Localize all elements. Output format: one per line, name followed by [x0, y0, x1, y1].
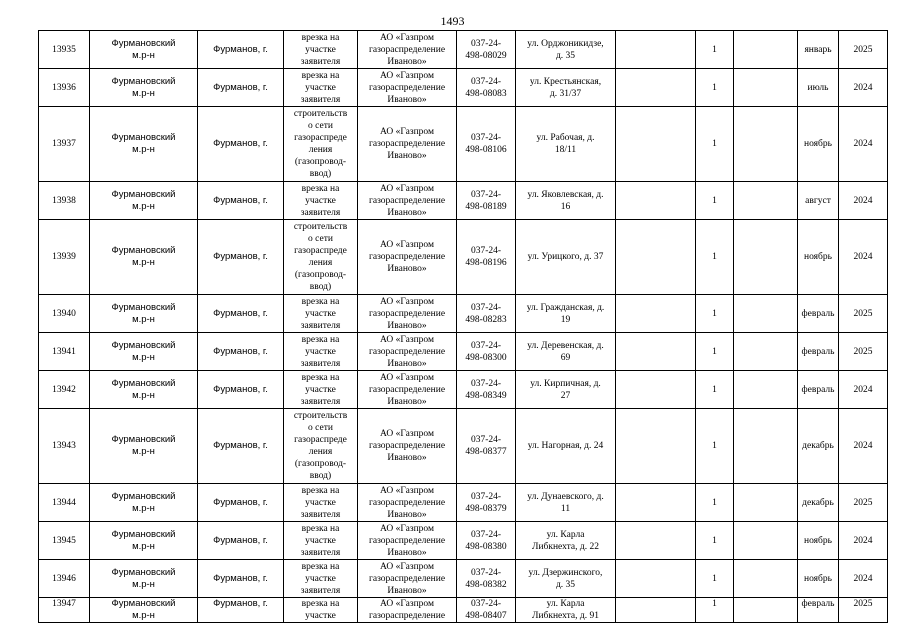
- town-cell: Фурманов, г.: [198, 371, 284, 409]
- quantity-cell: 1: [696, 107, 734, 182]
- code-cell: 037-24- 498-08377: [457, 409, 516, 484]
- quantity-cell: 1: [696, 220, 734, 295]
- empty-cell: [616, 107, 696, 182]
- empty-cell: [616, 598, 696, 623]
- empty-cell: [616, 333, 696, 371]
- empty-cell: [616, 220, 696, 295]
- town-cell: Фурманов, г.: [198, 220, 284, 295]
- empty-cell: [616, 295, 696, 333]
- empty-cell: [616, 522, 696, 560]
- quantity-cell: 1: [696, 560, 734, 598]
- empty-cell: [734, 409, 798, 484]
- month-cell: ноябрь: [798, 522, 839, 560]
- company-cell: АО «Газпром газораспределение: [358, 598, 457, 623]
- month-cell: январь: [798, 31, 839, 69]
- quantity-cell: 1: [696, 295, 734, 333]
- table-row: [39, 182, 888, 220]
- table-row: [39, 220, 888, 295]
- code-cell: 037-24- 498-08029: [457, 31, 516, 69]
- company-cell: АО «Газпром газораспределение Иваново»: [358, 31, 457, 69]
- empty-cell: [616, 409, 696, 484]
- year-cell: 2025: [839, 598, 888, 623]
- row-id: 13937: [39, 107, 90, 182]
- town-cell: Фурманов, г.: [198, 295, 284, 333]
- year-cell: 2025: [839, 31, 888, 69]
- quantity-cell: 1: [696, 598, 734, 623]
- year-cell: 2024: [839, 220, 888, 295]
- address-cell: ул. Крестьянская, д. 31/37: [516, 69, 616, 107]
- town-cell: Фурманов, г.: [198, 182, 284, 220]
- district-cell: Фурмановский м.р-н: [90, 295, 198, 333]
- table-row: [39, 107, 888, 182]
- registry-table: [38, 30, 888, 623]
- work-type-cell: строительств о сети газораспреде ления (газопровод- ввод): [284, 409, 358, 484]
- town-cell: Фурманов, г.: [198, 560, 284, 598]
- district-cell: Фурмановский м.р-н: [90, 522, 198, 560]
- work-type-cell: врезка на участке заявителя: [284, 371, 358, 409]
- year-cell: 2024: [839, 182, 888, 220]
- work-type-cell: врезка на участке заявителя: [284, 333, 358, 371]
- month-cell: ноябрь: [798, 107, 839, 182]
- table-row: [39, 560, 888, 598]
- empty-cell: [616, 182, 696, 220]
- work-type-cell: строительств о сети газораспреде ления (газопровод- ввод): [284, 107, 358, 182]
- row-id: 13940: [39, 295, 90, 333]
- district-cell: Фурмановский м.р-н: [90, 484, 198, 522]
- empty-cell: [734, 182, 798, 220]
- work-type-cell: врезка на участке заявителя: [284, 560, 358, 598]
- row-id: 13939: [39, 220, 90, 295]
- town-cell: Фурманов, г.: [198, 333, 284, 371]
- table-row: [39, 69, 888, 107]
- row-id: 13944: [39, 484, 90, 522]
- company-cell: АО «Газпром газораспределение Иваново»: [358, 220, 457, 295]
- quantity-cell: 1: [696, 69, 734, 107]
- month-cell: февраль: [798, 371, 839, 409]
- quantity-cell: 1: [696, 409, 734, 484]
- month-cell: ноябрь: [798, 220, 839, 295]
- table-row: [39, 333, 888, 371]
- quantity-cell: 1: [696, 31, 734, 69]
- address-cell: ул. Дзержинского, д. 35: [516, 560, 616, 598]
- town-cell: Фурманов, г.: [198, 598, 284, 623]
- district-cell: Фурмановский м.р-н: [90, 371, 198, 409]
- code-cell: 037-24- 498-08407: [457, 598, 516, 623]
- work-type-cell: врезка на участке заявителя: [284, 295, 358, 333]
- quantity-cell: 1: [696, 371, 734, 409]
- quantity-cell: 1: [696, 333, 734, 371]
- address-cell: ул. Урицкого, д. 37: [516, 220, 616, 295]
- month-cell: декабрь: [798, 409, 839, 484]
- district-cell: Фурмановский м.р-н: [90, 107, 198, 182]
- code-cell: 037-24- 498-08349: [457, 371, 516, 409]
- work-type-cell: врезка на участке заявителя: [284, 182, 358, 220]
- row-id: 13942: [39, 371, 90, 409]
- empty-cell: [734, 107, 798, 182]
- empty-cell: [734, 69, 798, 107]
- year-cell: 2024: [839, 522, 888, 560]
- town-cell: Фурманов, г.: [198, 484, 284, 522]
- district-cell: Фурмановский м.р-н: [90, 598, 198, 623]
- row-id: 13938: [39, 182, 90, 220]
- address-cell: ул. Гражданская, д. 19: [516, 295, 616, 333]
- page-number: 1493: [440, 14, 465, 28]
- month-cell: ноябрь: [798, 560, 839, 598]
- year-cell: 2025: [839, 295, 888, 333]
- company-cell: АО «Газпром газораспределение Иваново»: [358, 295, 457, 333]
- empty-cell: [734, 484, 798, 522]
- work-type-cell: строительств о сети газораспреде ления (газопровод- ввод): [284, 220, 358, 295]
- empty-cell: [734, 220, 798, 295]
- month-cell: февраль: [798, 598, 839, 623]
- work-type-cell: врезка на участке заявителя: [284, 484, 358, 522]
- district-cell: Фурмановский м.р-н: [90, 182, 198, 220]
- code-cell: 037-24- 498-08083: [457, 69, 516, 107]
- table-row: [39, 31, 888, 69]
- code-cell: 037-24- 498-08380: [457, 522, 516, 560]
- empty-cell: [734, 371, 798, 409]
- district-cell: Фурмановский м.р-н: [90, 333, 198, 371]
- year-cell: 2025: [839, 333, 888, 371]
- month-cell: июль: [798, 69, 839, 107]
- month-cell: август: [798, 182, 839, 220]
- company-cell: АО «Газпром газораспределение Иваново»: [358, 107, 457, 182]
- table-row: [39, 409, 888, 484]
- empty-cell: [616, 560, 696, 598]
- work-type-cell: врезка на участке заявителя: [284, 69, 358, 107]
- code-cell: 037-24- 498-08106: [457, 107, 516, 182]
- row-id: 13943: [39, 409, 90, 484]
- code-cell: 037-24- 498-08382: [457, 560, 516, 598]
- company-cell: АО «Газпром газораспределение Иваново»: [358, 333, 457, 371]
- address-cell: ул. Дунаевского, д. 11: [516, 484, 616, 522]
- empty-cell: [734, 333, 798, 371]
- month-cell: декабрь: [798, 484, 839, 522]
- town-cell: Фурманов, г.: [198, 69, 284, 107]
- district-cell: Фурмановский м.р-н: [90, 220, 198, 295]
- table-row: [39, 484, 888, 522]
- row-id: 13946: [39, 560, 90, 598]
- year-cell: 2024: [839, 371, 888, 409]
- empty-cell: [616, 371, 696, 409]
- year-cell: 2024: [839, 107, 888, 182]
- table-row: [39, 522, 888, 560]
- company-cell: АО «Газпром газораспределение Иваново»: [358, 69, 457, 107]
- empty-cell: [734, 598, 798, 623]
- empty-cell: [734, 560, 798, 598]
- row-id: 13935: [39, 31, 90, 69]
- empty-cell: [616, 484, 696, 522]
- empty-cell: [734, 31, 798, 69]
- work-type-cell: врезка на участке заявителя: [284, 522, 358, 560]
- table-row: [39, 295, 888, 333]
- row-id: 13945: [39, 522, 90, 560]
- empty-cell: [734, 522, 798, 560]
- month-cell: февраль: [798, 333, 839, 371]
- code-cell: 037-24- 498-08300: [457, 333, 516, 371]
- town-cell: Фурманов, г.: [198, 107, 284, 182]
- work-type-cell: врезка на участке заявителя: [284, 31, 358, 69]
- district-cell: Фурмановский м.р-н: [90, 31, 198, 69]
- year-cell: 2025: [839, 484, 888, 522]
- quantity-cell: 1: [696, 484, 734, 522]
- month-cell: февраль: [798, 295, 839, 333]
- company-cell: АО «Газпром газораспределение Иваново»: [358, 182, 457, 220]
- year-cell: 2024: [839, 69, 888, 107]
- company-cell: АО «Газпром газораспределение Иваново»: [358, 371, 457, 409]
- district-cell: Фурмановский м.р-н: [90, 69, 198, 107]
- table-row: [39, 598, 888, 623]
- code-cell: 037-24- 498-08189: [457, 182, 516, 220]
- address-cell: ул. Нагорная, д. 24: [516, 409, 616, 484]
- company-cell: АО «Газпром газораспределение Иваново»: [358, 484, 457, 522]
- town-cell: Фурманов, г.: [198, 31, 284, 69]
- address-cell: ул. Яковлевская, д. 16: [516, 182, 616, 220]
- address-cell: ул. Карла Либкнехта, д. 91: [516, 598, 616, 623]
- work-type-cell: врезка на участке: [284, 598, 358, 623]
- code-cell: 037-24- 498-08196: [457, 220, 516, 295]
- address-cell: ул. Кирпичная, д. 27: [516, 371, 616, 409]
- code-cell: 037-24- 498-08379: [457, 484, 516, 522]
- empty-cell: [734, 295, 798, 333]
- company-cell: АО «Газпром газораспределение Иваново»: [358, 409, 457, 484]
- address-cell: ул. Деревенская, д. 69: [516, 333, 616, 371]
- company-cell: АО «Газпром газораспределение Иваново»: [358, 522, 457, 560]
- district-cell: Фурмановский м.р-н: [90, 409, 198, 484]
- code-cell: 037-24- 498-08283: [457, 295, 516, 333]
- town-cell: Фурманов, г.: [198, 409, 284, 484]
- address-cell: ул. Рабочая, д. 18/11: [516, 107, 616, 182]
- empty-cell: [616, 69, 696, 107]
- company-cell: АО «Газпром газораспределение Иваново»: [358, 560, 457, 598]
- quantity-cell: 1: [696, 182, 734, 220]
- quantity-cell: 1: [696, 522, 734, 560]
- address-cell: ул. Карла Либкнехта, д. 22: [516, 522, 616, 560]
- year-cell: 2024: [839, 560, 888, 598]
- town-cell: Фурманов, г.: [198, 522, 284, 560]
- row-id: 13947: [39, 598, 90, 623]
- address-cell: ул. Орджоникидзе, д. 35: [516, 31, 616, 69]
- year-cell: 2024: [839, 409, 888, 484]
- empty-cell: [616, 31, 696, 69]
- table-row: [39, 371, 888, 409]
- row-id: 13941: [39, 333, 90, 371]
- row-id: 13936: [39, 69, 90, 107]
- district-cell: Фурмановский м.р-н: [90, 560, 198, 598]
